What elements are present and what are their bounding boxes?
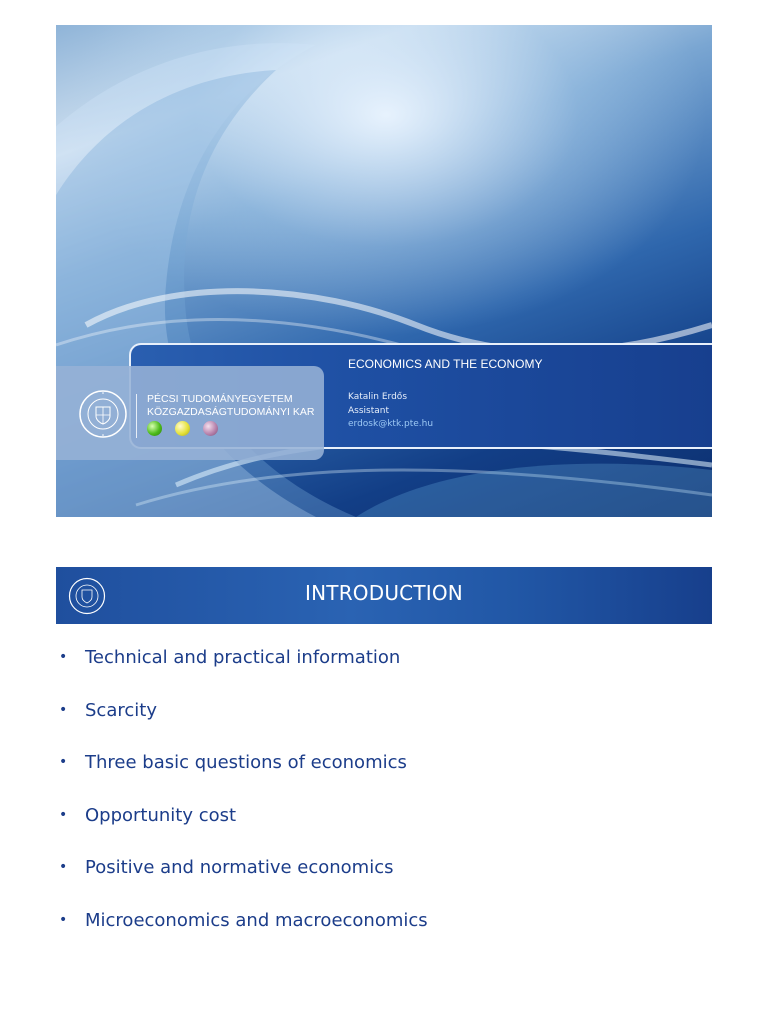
- university-logo-box: [56, 366, 324, 460]
- intro-title: INTRODUCTION: [305, 581, 463, 605]
- bullet-text: Three basic questions of economics: [85, 752, 407, 773]
- green-dot-icon: [147, 421, 162, 436]
- yellow-dot-icon: [175, 421, 190, 436]
- list-item: [56, 803, 712, 856]
- purple-dot-icon: [203, 421, 218, 436]
- title-slide: [56, 25, 712, 517]
- author-role: Assistant: [348, 406, 390, 416]
- author-name: Katalin Erdős: [348, 392, 408, 402]
- faculty-name: KÖZGAZDASÁGTUDOMÁNYI KAR: [147, 406, 315, 418]
- bullet-icon: •: [59, 911, 68, 928]
- university-name: PÉCSI TUDOMÁNYEGYETEM: [147, 393, 293, 405]
- bullet-icon: •: [59, 649, 68, 665]
- university-seal-icon: [78, 389, 128, 439]
- logo-divider: [136, 394, 137, 438]
- intro-header: [56, 567, 712, 624]
- bullet-text: Technical and practical information: [85, 647, 401, 668]
- bullet-icon: •: [59, 701, 68, 718]
- list-item: [56, 698, 712, 751]
- list-item: [56, 645, 712, 698]
- bullet-text: Microeconomics and macroeconomics: [85, 909, 428, 931]
- intro-bullet-list: [56, 645, 712, 960]
- list-item: [56, 908, 712, 961]
- list-item: [56, 855, 712, 908]
- list-item: [56, 750, 712, 803]
- bullet-icon: •: [59, 859, 68, 875]
- bullet-icon: •: [59, 754, 68, 770]
- bullet-text: Opportunity cost: [85, 804, 237, 826]
- bullet-text: Positive and normative economics: [85, 857, 394, 878]
- bullet-text: Scarcity: [85, 699, 157, 721]
- presentation-title: ECONOMICS AND THE ECONOMY: [348, 357, 543, 371]
- bullet-icon: •: [59, 806, 68, 823]
- author-email-link[interactable]: erdosk@ktk.pte.hu: [348, 419, 434, 429]
